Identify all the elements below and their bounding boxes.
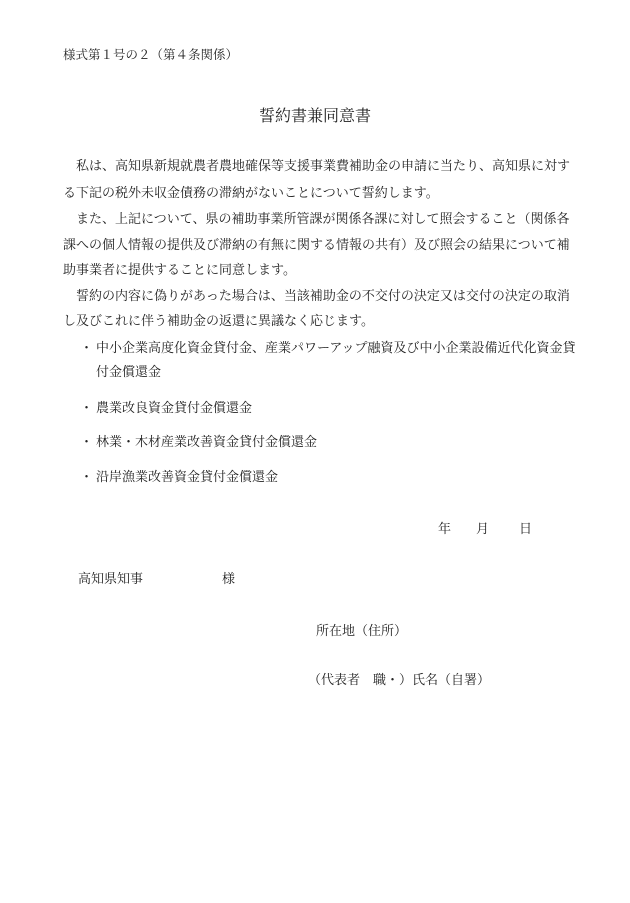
debt-item-1-line-1: 中小企業高度化資金貸付金、産業パワーアップ融資及び中小企業設備近代化資金貸 [96, 341, 576, 356]
bullet-icon: ・ [80, 341, 94, 356]
paragraph-3-line-2: し及びこれに伴う補助金の返還に異議なく応じます。 [63, 314, 374, 329]
paragraph-2-line-1: また、上記について、県の補助事業所管課が関係各課に対して照会すること（関係各 [63, 212, 570, 227]
bullet-icon: ・ [80, 401, 94, 416]
debt-item-3: 林業・木材産業改善資金貸付金償還金 [96, 435, 318, 450]
bullet-icon: ・ [80, 435, 94, 450]
paragraph-2-line-3: 助事業者に提供することに同意します。 [63, 263, 296, 278]
paragraph-2-line-2: 課への個人情報の提供及び滞納の有無に関する情報の共有）及び照会の結果について補 [63, 238, 570, 253]
form-number: 様式第１号の２（第４条関係） [63, 47, 239, 62]
paragraph-1-line-2: る下記の税外未収金債務の滞納がないことについて誓約します。 [63, 186, 439, 201]
date-day: 日 [519, 522, 533, 537]
debt-item-2: 農業改良資金貸付金償還金 [96, 401, 253, 416]
paragraph-3-line-1: 誓約の内容に偽りがあった場合は、当該補助金の不交付の決定又は交付の決定の取消 [63, 289, 570, 304]
document-title: 誓約書兼同意書 [258, 106, 371, 125]
date-year: 年 [438, 522, 452, 537]
date-line [438, 522, 532, 538]
debt-item-1-line-2: 付金償還金 [96, 365, 162, 380]
paragraph-1-line-1: 私は、高知県新規就農者農地確保等支援事業費補助金の申請に当たり、高知県に対す [63, 159, 571, 174]
signer-name-label: （代表者 職・）氏名（自署） [308, 673, 491, 688]
address-label: 所在地（住所） [316, 624, 408, 639]
bullet-icon: ・ [80, 470, 94, 485]
addressee-honorific: 様 [222, 572, 236, 587]
date-month: 月 [476, 522, 490, 537]
addressee-name: 高知県知事 [78, 572, 144, 587]
debt-item-4: 沿岸漁業改善資金貸付金償還金 [96, 470, 279, 485]
